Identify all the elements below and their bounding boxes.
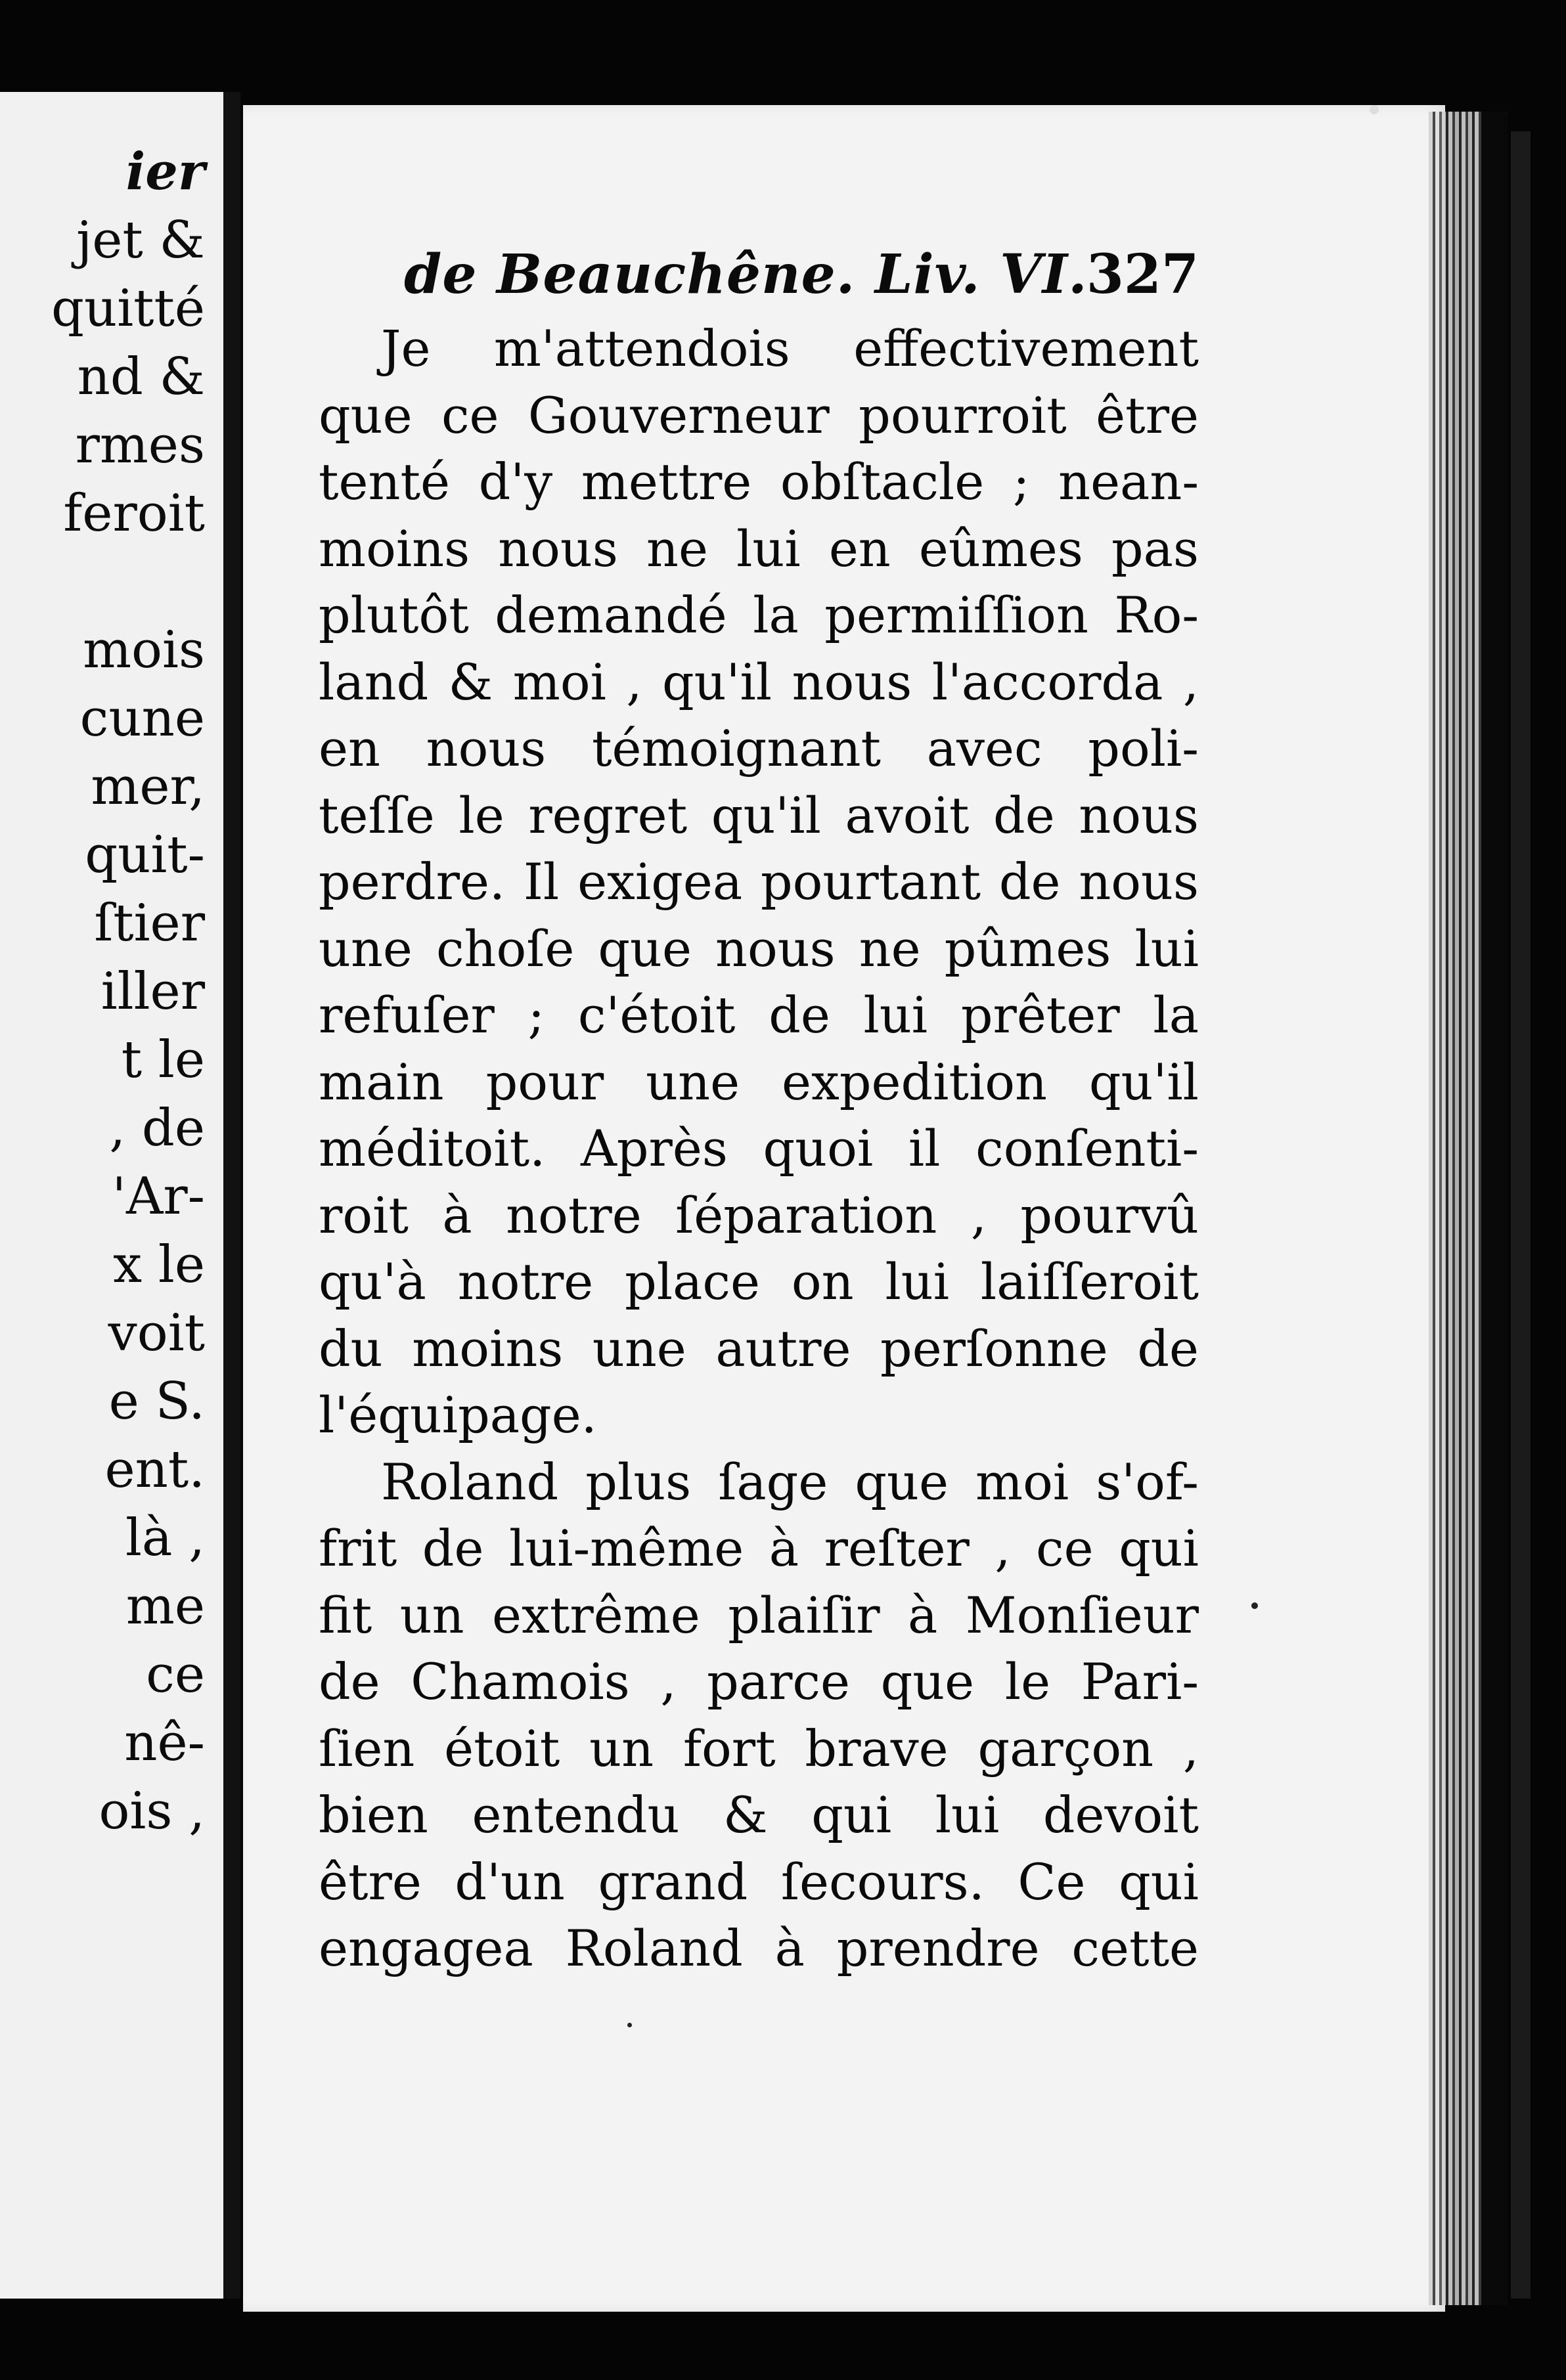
previous-page-line: là , [125,1509,205,1568]
body-line: roit à notre ſéparation , pourvû [319,1185,1199,1245]
body-line: être d'un grand ſecours. Ce qui [319,1852,1199,1911]
previous-page-line: t le [121,1030,205,1090]
previous-page-line: 'Ar- [112,1167,205,1226]
body-line: teſſe le regret qu'il avoit de nous [319,785,1199,845]
body-line: tenté d'y mettre obſtacle ; nean- [319,452,1199,511]
body-line: Roland plus ſage que moi s'of- [381,1452,1199,1511]
body-line: qu'à notre place on lui laiſſeroit [319,1252,1199,1311]
previous-page-line: me [125,1577,205,1636]
ink-speck [627,2023,632,2027]
previous-page-line: quit- [85,826,205,885]
previous-page-line: nê- [124,1713,205,1773]
body-line: ſien étoit un fort brave garçon , [319,1719,1199,1778]
previous-page-line: jet & [76,211,205,270]
body-line: plutôt demandé la permiſſion Ro- [319,586,1199,644]
body-line: moins nous ne lui en eûmes pas [319,519,1199,578]
running-title: de Beauchêne. Liv. VI. [404,243,1088,306]
body-line: une choſe que nous ne pûmes lui [319,919,1199,978]
body-line: Je m'attendois effectivement [381,319,1199,378]
body-line: bien entendu & qui lui devoit [319,1786,1199,1844]
body-line: main pour une expedition qu'il [319,1052,1199,1111]
ink-speck [1251,1602,1258,1609]
body-line: en nous témoignant avec poli- [319,719,1199,778]
previous-page-fragment [0,92,227,2299]
previous-page-line: nd & [77,347,205,407]
previous-page-line: ier [125,142,205,202]
body-line: du moins une autre perſonne de [319,1319,1199,1378]
body-line: frit de lui-même à reſter , ce qui [319,1519,1199,1577]
body-line: de Chamois , parce que le Pari- [319,1652,1199,1711]
page-edge-shadow [1481,112,1508,2305]
previous-page-line: ois , [99,1782,205,1841]
previous-page-line: mer, [91,757,205,816]
book-gutter [223,92,240,2299]
previous-page-line: cune [79,689,205,748]
body-line: land & moi , qu'il nous l'accorda , [319,652,1199,711]
previous-page-line: x le [113,1235,205,1294]
previous-page-line: mois [83,621,205,680]
body-line: refuſer ; c'étoit de lui prêter la [319,986,1199,1044]
body-line: méditoit. Après quoi il conſenti- [319,1119,1199,1178]
previous-page-line: e S. [108,1372,205,1431]
body-text [319,315,1199,1982]
body-line: l'équipage. [319,1386,597,1444]
body-line: perdre. Il exigea pourtant de nous [319,852,1199,911]
body-line: fit un extrême plaiſir à Monſieur [319,1585,1199,1644]
previous-page-line: voit [108,1304,205,1363]
running-header [404,243,1199,315]
ink-speck [1370,105,1379,114]
previous-page-line: ſtier [94,894,205,953]
previous-page-line: quitté [51,279,205,338]
previous-page-line: feroit [63,484,205,543]
previous-page-line: iller [101,962,205,1021]
page-edges [1429,112,1508,2305]
previous-page-line: rmes [75,416,205,475]
previous-page-line: , de [109,1099,205,1158]
page-number: 327 [1086,243,1199,306]
body-line: engagea Roland à prendre cette [319,1919,1199,1977]
cover-edge [1511,131,1531,2299]
previous-page-line: ent. [104,1440,205,1499]
body-line: que ce Gouverneur pourroit être [319,386,1199,445]
previous-page-line: ce [146,1645,205,1704]
